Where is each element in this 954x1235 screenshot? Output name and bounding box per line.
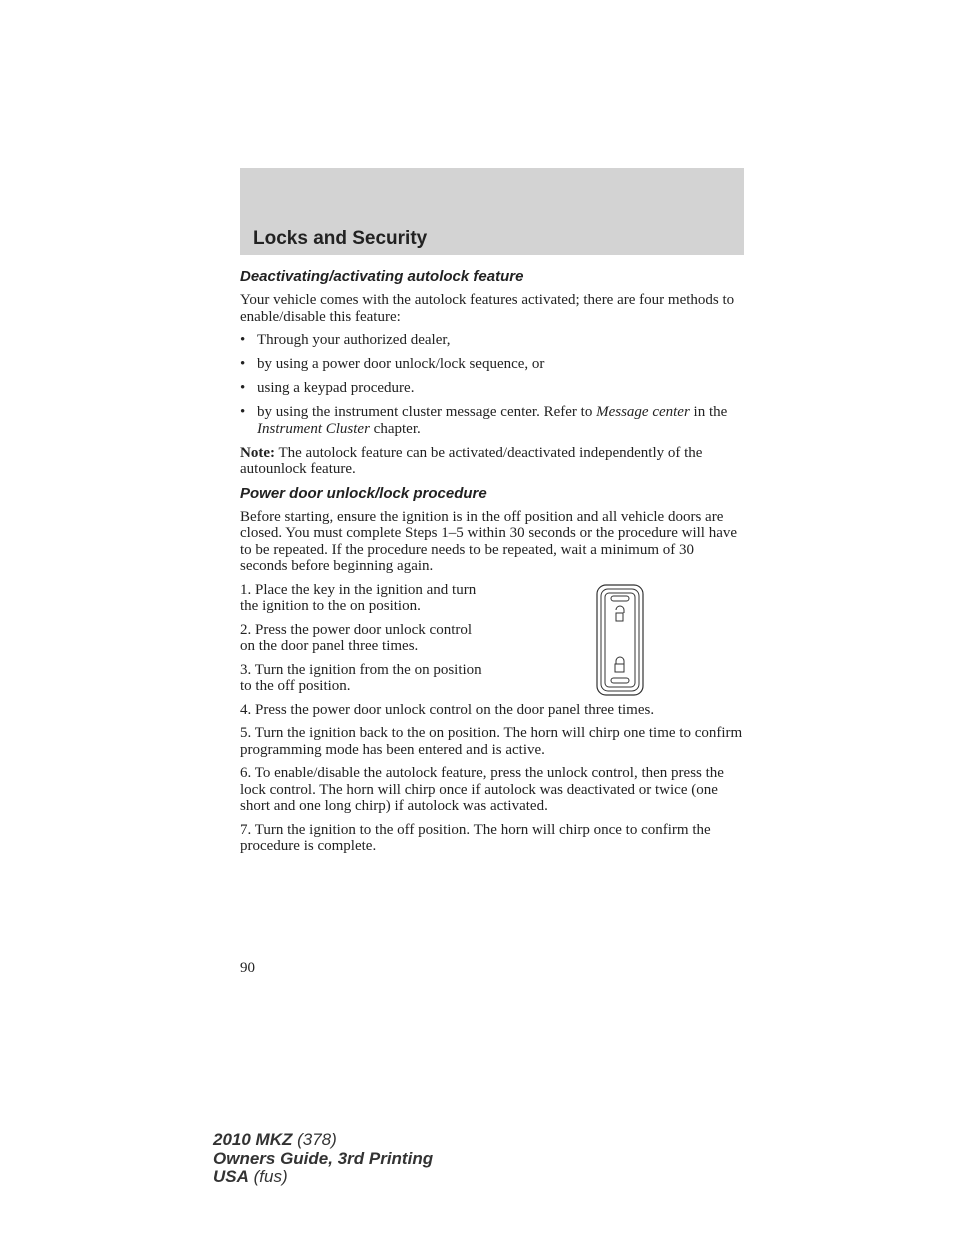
footer-line-1: 2010 MKZ (378)	[213, 1130, 337, 1149]
section-heading-autolock: Deactivating/activating autolock feature	[240, 268, 524, 285]
step-3: 3. Turn the ignition from the on position to the off position.	[240, 661, 482, 694]
procedure-intro: Before starting, ensure the ignition is in the off position and all vehicle doors are closed. You must complete Steps 1–5 within 30 seconds or the procedure will have to be repeated. If the procedure needs to be repeated, wait a minimum of 30 seconds before beginning again.	[240, 508, 738, 574]
reference-message-center: Message center	[596, 404, 690, 420]
page-title: Locks and Security	[253, 228, 428, 249]
bullet-icon: •	[240, 356, 246, 372]
step-5: 5. Turn the ignition back to the on position. The horn will chirp one time to confirm programming mode has been entered and is active.	[240, 725, 743, 758]
main-content	[240, 268, 744, 862]
step-7: 7. Turn the ignition to the off position. The horn will chirp once to confirm the procedure is complete.	[240, 821, 711, 854]
step-2: 2. Press the power door unlock control on the door panel three times.	[240, 621, 473, 654]
methods-list	[240, 332, 744, 437]
step-1: 1. Place the key in the ignition and turn the ignition to the on position.	[240, 581, 477, 614]
bullet-icon: •	[240, 380, 246, 396]
footer-line-3: USA (fus)	[213, 1167, 288, 1186]
section-heading-procedure: Power door unlock/lock procedure	[240, 484, 487, 502]
list-item: • using a keypad procedure.	[240, 380, 415, 396]
step-4: 4. Press the power door unlock control on the door panel three times.	[240, 701, 655, 718]
step-6: 6. To enable/disable the autolock feature, press the unlock control, then press the lock control. The horn will chirp once if autolock was deactivated or twice (one short and one long chirp) if autolock was activated.	[240, 765, 724, 814]
note: Note: The autolock feature can be activated/deactivated independently of the autounlock feature.	[240, 444, 703, 477]
autolock-intro: Your vehicle comes with the autolock features activated; there are four methods to enable/disable this feature:	[240, 292, 735, 325]
reference-instrument-cluster: Instrument Cluster	[257, 420, 370, 437]
note-label: Note:	[240, 444, 275, 461]
list-item: • by using the instrument cluster message center. Refer to Message center in the Instrument Cluster chapter.	[240, 404, 728, 437]
page-number: 90	[240, 960, 255, 976]
bullet-icon: •	[240, 332, 246, 348]
steps-with-figure	[240, 582, 744, 695]
footer-line-2: Owners Guide, 3rd Printing	[213, 1148, 434, 1168]
list-item: • Through your authorized dealer,	[240, 332, 451, 348]
list-item: • by using a power door unlock/lock sequence, or	[240, 356, 545, 372]
footer-imprint	[213, 1131, 433, 1187]
bullet-icon: •	[240, 404, 246, 420]
door-lock-switch-icon	[596, 584, 644, 696]
